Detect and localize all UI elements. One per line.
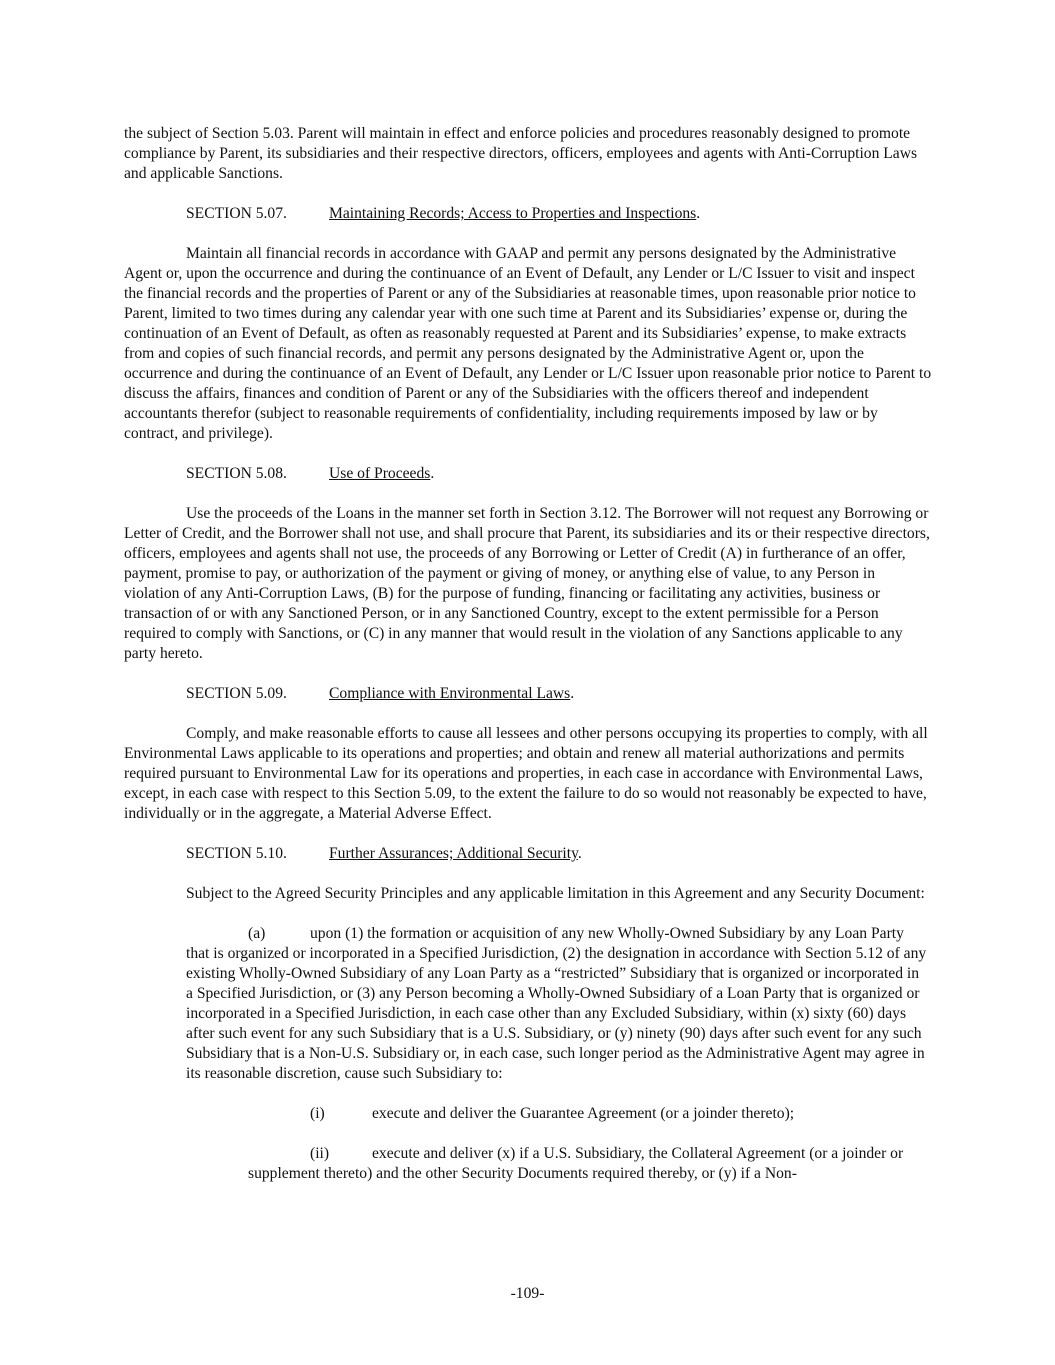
section-5-09-heading: SECTION 5.09. Compliance with Environmental Laws.	[186, 685, 575, 702]
page-number: -109-	[510, 1285, 545, 1302]
section-title: Maintaining Records; Access to Properties and Inspections	[329, 205, 697, 222]
section-number: SECTION 5.08.	[186, 465, 287, 482]
section-number: SECTION 5.07.	[186, 205, 287, 222]
section-number: SECTION 5.10.	[186, 845, 287, 862]
section-5-10-heading: SECTION 5.10. Further Assurances; Additional Security.	[186, 845, 582, 862]
clause-i	[248, 1104, 928, 1124]
section-title: Compliance with Environmental Laws	[329, 685, 571, 702]
page-body	[124, 124, 934, 1204]
section-5-09-body: Comply, and make reasonable efforts to cause all lessees and other persons occupying its properties to comply, with all Environmental Laws applicable to its operations and properties; and obtain and renew all material authorizations and permits required pursuant to Environmental Law for its operations and properties, in each case in accordance with Environmental Laws, except, in each case with respect to this Section 5.09, to the extent the failure to do so would not reasonably be expected to have, individually or in the aggregate, a Material Adverse Effect.	[124, 725, 928, 822]
clause-text: execute and deliver (x) if a U.S. Subsidiary, the Collateral Agreement (or a joinder or supplement thereto) and the other Security Documents required thereby, or (y) if a Non-	[248, 1145, 904, 1182]
clause-label: (a)	[248, 925, 266, 942]
section-title: Use of Proceeds	[329, 465, 431, 482]
section-number: SECTION 5.09.	[186, 685, 287, 702]
clause-label: (i)	[310, 1105, 325, 1122]
section-5-08-body: Use the proceeds of the Loans in the manner set forth in Section 3.12. The Borrower will not request any Borrowing or Letter of Credit, and the Borrower shall not use, and shall procure that Parent, its subsidiaries and its or their respective directors, officers, employees and agents shall not use, the proceeds of any Borrowing or Letter of Credit (A) in furtherance of an offer, payment, promise to pay, or authorization of the payment or giving of money, or anything else of value, to any Person in violation of any Anti-Corruption Laws, (B) for the purpose of funding, financing or facilitating any activities, business or transaction of or with any Sanctioned Person, or in any Sanctioned Country, except to the extent permissible for a Person required to comply with Sanctions, or (C) in any manner that would result in the violation of any Sanctions applicable to any party hereto.	[124, 505, 930, 662]
section-5-08-heading: SECTION 5.08. Use of Proceeds.	[186, 465, 435, 482]
section-5-10-body: Subject to the Agreed Security Principles and any applicable limitation in this Agreement and any Security Document:	[186, 885, 925, 902]
clause-label: (ii)	[310, 1145, 330, 1162]
section-title: Further Assurances; Additional Security	[329, 845, 578, 862]
clause-a	[186, 924, 928, 1084]
section-5-07-heading: SECTION 5.07. Maintaining Records; Access to Properties and Inspections.	[186, 205, 701, 222]
clause-text: execute and deliver the Guarantee Agreement (or a joinder thereto);	[372, 1105, 795, 1122]
section-5-07-body: Maintain all financial records in accordance with GAAP and permit any persons designated by the Administrative Agent or, upon the occurrence and during the continuance of an Event of Default, any Lender or L/C Issuer to visit and inspect the financial records and the properties of Parent or any of the Subsidiaries at reasonable times, upon reasonable prior notice to Parent, limited to two times during any calendar year with one such time at Parent and its Subsidiaries’ expense or, during the continuation of an Event of Default, as often as reasonably requested at Parent and its Subsidiaries’ expense, to make extracts from and copies of such financial records, and permit any persons designated by the Administrative Agent or, upon the occurrence and during the continuance of an Event of Default, any Lender or L/C Issuer upon reasonable prior notice to Parent to discuss the affairs, finances and condition of Parent or any of the Subsidiaries with the officers thereof and independent accountants therefor (subject to reasonable requirements of confidentiality, including requirements imposed by law or by contract, and privilege).	[124, 245, 932, 442]
clause-text: upon (1) the formation or acquisition of any new Wholly-Owned Subsidiary by any Loan Party that is organized or incorporated in a Specified Jurisdiction, (2) the designation in accordance with Section 5.12 of any existing Wholly-Owned Subsidiary of any Loan Party as a “restricted” Subsidiary that is organized or incorporated in a Specified Jurisdiction, or (3) any Person becoming a Wholly-Owned Subsidiary of a Loan Party that is organized or incorporated in a Specified Jurisdiction, in each case other than any Excluded Subsidiary, within (x) sixty (60) days after such event for any such Subsidiary that is a U.S. Subsidiary, or (y) ninety (90) days after such event for any such Subsidiary that is a Non-U.S. Subsidiary or, in each case, such longer period as the Administrative Agent may agree in its reasonable discretion, cause such Subsidiary to:	[186, 925, 927, 1082]
intro-paragraph: the subject of Section 5.03. Parent will maintain in effect and enforce policies and procedures reasonably designed to promote compliance by Parent, its subsidiaries and their respective directors, officers, employees and agents with Anti-Corruption Laws and applicable Sanctions.	[124, 125, 918, 182]
clause-ii	[248, 1144, 928, 1184]
